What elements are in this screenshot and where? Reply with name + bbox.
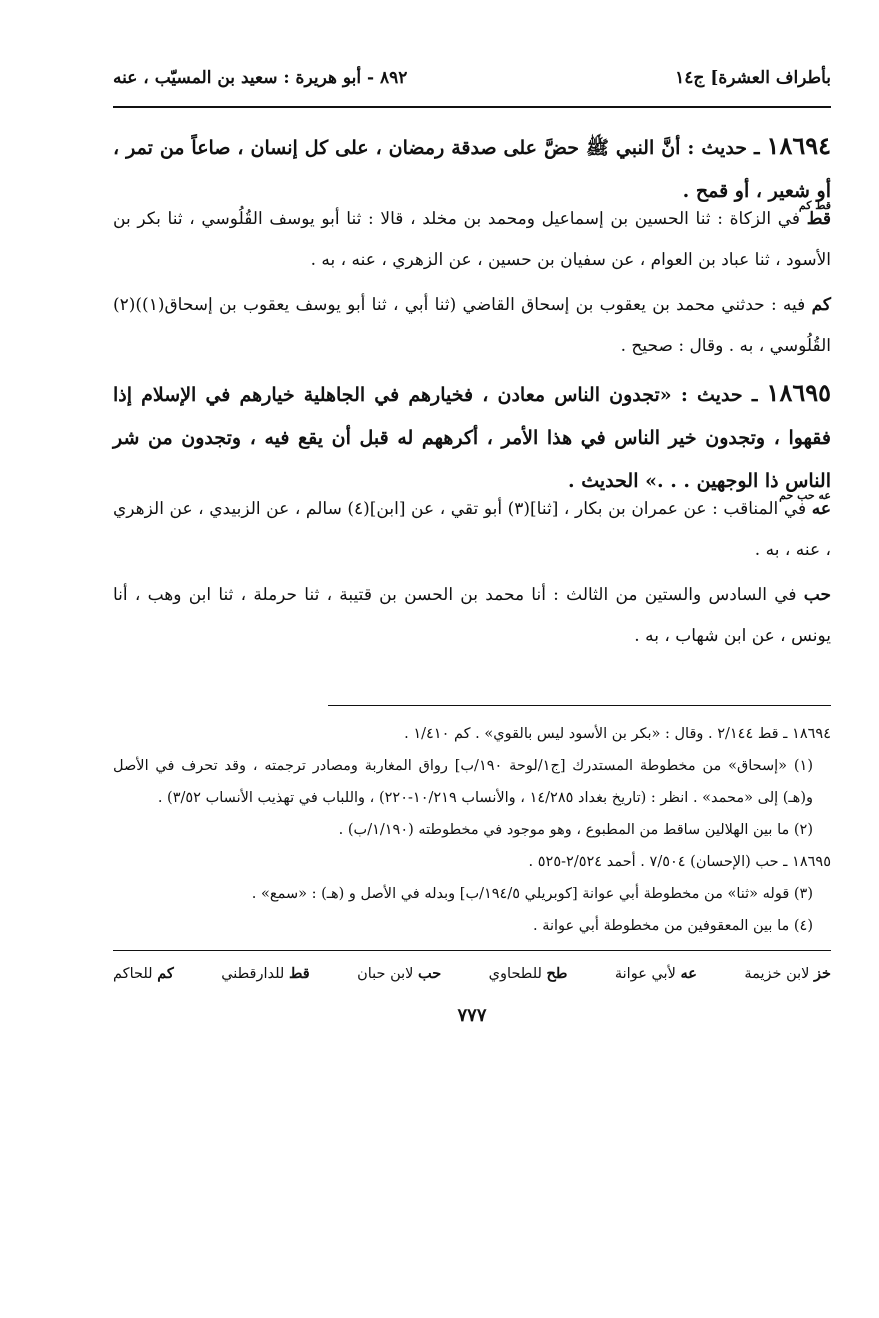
header-chapter: ٨٩٢ - أبو هريرة : سعيد بن المسيّب ، عنه	[113, 68, 408, 88]
abbr-item: عه لأبي عوانة	[614, 965, 697, 982]
abbr-item: خز لابن خزيمة	[744, 965, 831, 982]
isnad-text: فيه : حدثني محمد بن يعقوب بن إسحاق القاضي (ثنا أبي ، ثنا أبو يوسف يعقوب بن إسحاق(١))(٢) القُلُوسي ، به . وقال : صحيح .	[113, 295, 831, 356]
isnad-text: في الزكاة : ثنا الحسين بن إسماعيل ومحمد بن مخلد ، قالا : ثنا أبو يوسف القُلُوسي ، ثنا بكر بن الأسود ، ثنا عباد بن العوام ، عن سفيان بن حسين ، عن الزهري ، عنه ، به .	[113, 209, 831, 270]
isnad-paragraph	[113, 489, 831, 571]
header-rule	[113, 106, 831, 108]
footnote: (٢) ما بين الهلالين ساقط من المطبوع ، وهو موجود في مخطوطته (١/١٩٠/ب) .	[338, 822, 813, 838]
footnotes	[113, 718, 831, 942]
isnad-paragraph	[113, 285, 831, 367]
abbr-item: طح للطحاوي	[488, 965, 568, 982]
footnote: ١٨٦٩٥ ـ حب (الإحسان) ٧/٥٠٤ . أحمد ٢/٥٢٤-٥٢٥ .	[528, 854, 831, 870]
footnote-rule	[328, 705, 831, 706]
footnote: ١٨٦٩٤ ـ قط ٢/١٤٤ . وقال : «بكر بن الأسود ليس بالقوي» . كم ١/٤١٠ .	[404, 726, 831, 742]
source-code: عه	[811, 499, 831, 519]
source-code: حب	[803, 585, 831, 605]
abbreviation-key	[113, 959, 831, 989]
isnad-paragraph	[113, 575, 831, 657]
header-volume: بأطراف العشرة] ج١٤	[675, 68, 831, 88]
running-header	[113, 58, 831, 98]
page-number: ٧٧٧	[457, 1005, 487, 1026]
entry-number: ١٨٦٩٤	[766, 131, 831, 160]
entry-sigla: عه حب حم	[779, 489, 831, 502]
isnad-text: في السادس والستين من الثالث : أنا محمد بن الحسن بن قتيبة ، ثنا حرملة ، ثنا ابن وهب ، أنا يونس ، عن ابن شهاب ، به .	[113, 585, 831, 646]
entry-text: ـ حديث : «تجدون الناس معادن ، فخيارهم في الجاهلية خيارهم في الإسلام إذا فقهوا ، وتجدون خير الناس في هذا الأمر ، أكرههم له قبل أن يقع فيه ، وتجدون من شر الناس ذا الوجهين . . .» الحديث .	[113, 384, 831, 492]
isnad-text: في المناقب : عن عمران بن بكار ، [ثنا](٣) أبو تقي ، عن [ابن](٤) سالم ، عن الزبيدي ، عن الزهري ، عنه ، به .	[113, 499, 831, 560]
entry-text: ـ حديث : أنَّ النبي ﷺ حضَّ على صدقة رمضان ، على كل إنسان ، صاعاً من تمر ، أو شعير ، أو قمح .	[113, 137, 831, 202]
abbr-item: قط للدارقطني	[221, 965, 310, 982]
hadith-entry	[113, 371, 831, 503]
abbr-item: كم للحاكم	[113, 965, 174, 982]
abbr-item: حب لابن حبان	[357, 965, 442, 982]
entry-number: ١٨٦٩٥	[766, 378, 831, 407]
source-code: قط	[806, 209, 831, 229]
source-code: كم	[811, 295, 831, 315]
entry-sigla: قط كم	[798, 199, 831, 212]
footnote: (٣) قوله «ثنا» من مخطوطة أبي عوانة [كوبريلي ١٩٤/٥/ب] وبدله في الأصل و (هـ) : «سمع» .	[251, 886, 813, 902]
book-page	[113, 58, 831, 1268]
footnote: (١) «إسحاق» من مخطوطة المستدرك [ج١/لوحة ١٩٠/ب] رواق المغاربة ومصادر ترجمته ، وقد تحرف في الأصل و(هـ) إلى «محمد» . انظر : (تاريخ بغداد ١٤/٢٨٥ ، والأنساب ١٠/٢١٩-٢٢٠) ، واللباب في تهذيب الأنساب ٣/٥٢) .	[113, 758, 813, 806]
isnad-paragraph	[113, 199, 831, 281]
abbreviation-rule	[113, 950, 831, 951]
footnote: (٤) ما بين المعقوفين من مخطوطة أبي عوانة .	[533, 918, 813, 934]
